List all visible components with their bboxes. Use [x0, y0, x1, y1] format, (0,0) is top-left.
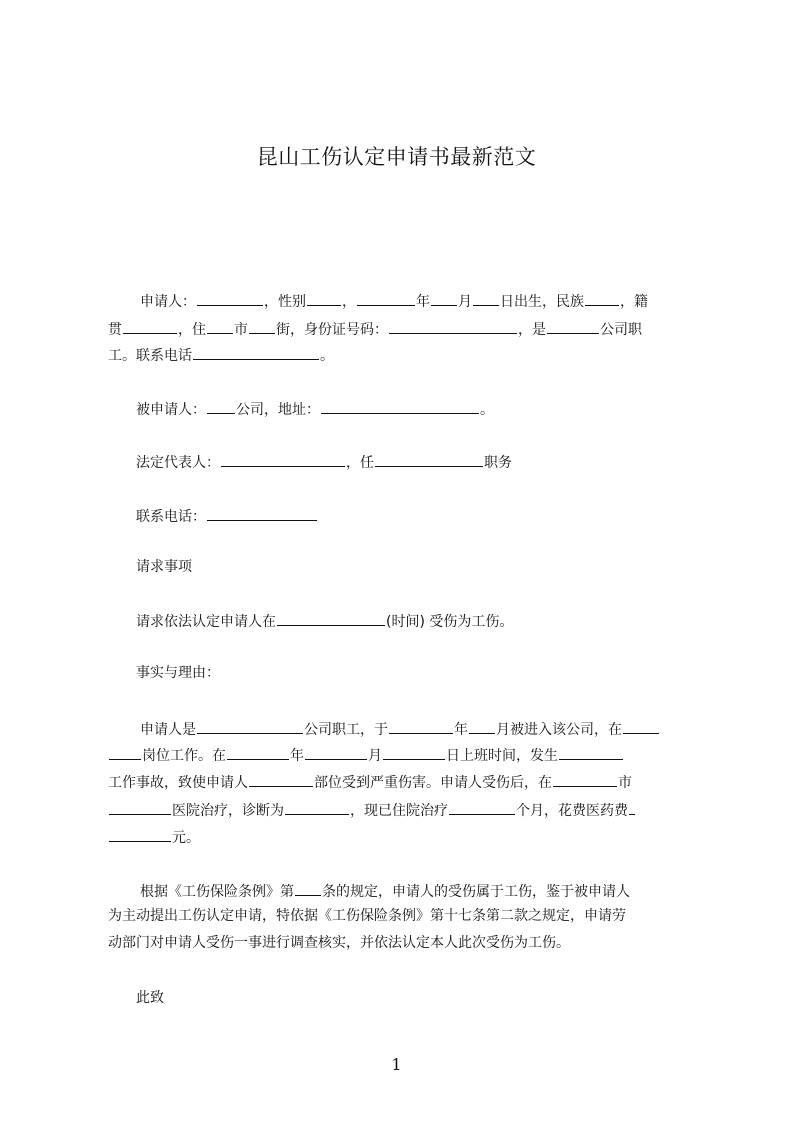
text: ，性别 — [264, 294, 306, 310]
request-heading: 请求事项 — [136, 559, 192, 575]
blank-id-number[interactable] — [389, 318, 517, 334]
basis-line-1 — [140, 880, 630, 902]
text: 市 — [234, 322, 248, 338]
text: 年 — [416, 294, 430, 310]
blank-contact-phone[interactable] — [207, 505, 317, 521]
blank-cost-b[interactable] — [109, 826, 171, 842]
text: 申请人是 — [140, 722, 196, 738]
text: ，籍 — [620, 294, 648, 310]
text: 贯 — [108, 322, 122, 338]
text: 法定代表人： — [136, 455, 220, 471]
document-title: 昆山工伤认定申请书最新范文 — [256, 145, 537, 169]
text: 个月，花费医药费 — [516, 803, 628, 819]
text: 工作事故，致使申请人 — [108, 775, 248, 791]
blank-time[interactable] — [277, 610, 385, 626]
text: 申请人： — [140, 294, 196, 310]
text: 公司职工，于 — [304, 722, 388, 738]
text: (时间) 受伤为工伤。 — [386, 614, 514, 630]
blank-hire-month[interactable] — [469, 718, 495, 734]
applicant-line-1 — [140, 290, 648, 312]
blank-body-part[interactable] — [249, 771, 313, 787]
blank-article[interactable] — [295, 880, 321, 896]
text: 部位受到严重伤害。申请人受伤后，在 — [314, 775, 552, 791]
text: 公司，地址： — [236, 402, 320, 418]
blank-hospital[interactable] — [109, 799, 171, 815]
text: 月 — [368, 748, 382, 764]
text: 。 — [480, 402, 494, 418]
basis-line-2: 为主动提出工伤认定申请，特依据《工伤保险条例》第十七条第二款之规定，申请劳 — [108, 908, 626, 924]
text: 月被进入该公司，在 — [496, 722, 622, 738]
text: 被申请人： — [136, 402, 206, 418]
blank-company[interactable] — [547, 318, 599, 334]
text: 年 — [454, 722, 468, 738]
blank-ethnicity[interactable] — [585, 290, 619, 306]
blank-city[interactable] — [207, 318, 233, 334]
blank-legal-rep[interactable] — [221, 451, 345, 467]
blank-diagnosis[interactable] — [285, 799, 349, 815]
blank-incident-year[interactable] — [227, 744, 289, 760]
blank-months[interactable] — [449, 799, 515, 815]
page-number: 1 — [391, 1055, 402, 1074]
text: 工。联系电话 — [108, 348, 192, 364]
facts-line-2 — [108, 744, 624, 766]
text: 街，身份证号码： — [276, 322, 388, 338]
basis-line-3: 动部门对申请人受伤一事进行调查核实，并依法认定本人此次受伤为工伤。 — [108, 935, 570, 951]
text: 公司职 — [600, 322, 642, 338]
blank-address[interactable] — [321, 398, 479, 414]
contact-line — [136, 505, 318, 527]
applicant-line-2 — [108, 318, 642, 340]
text: ， — [342, 294, 356, 310]
blank-position[interactable] — [375, 451, 483, 467]
text: 市 — [618, 775, 632, 791]
text: 日出生，民族 — [500, 294, 584, 310]
text: ，是 — [518, 322, 546, 338]
blank-incident-day[interactable] — [383, 744, 445, 760]
text: 请求依法认定申请人在 — [136, 614, 276, 630]
applicant-line-3 — [108, 344, 334, 366]
blank-gender[interactable] — [307, 290, 341, 306]
text: 。 — [320, 348, 334, 364]
blank-post-a[interactable] — [623, 718, 659, 734]
text: 条的规定，申请人的受伤属于工伤，鉴于被申请人 — [322, 884, 630, 900]
blank-year[interactable] — [357, 290, 415, 306]
text: 年 — [290, 748, 304, 764]
blank-incident[interactable] — [559, 744, 623, 760]
text: 元。 — [172, 830, 200, 846]
text: ，现已住院治疗 — [350, 803, 448, 819]
blank-hire-year[interactable] — [389, 718, 453, 734]
blank-phone[interactable] — [193, 344, 319, 360]
facts-line-5 — [108, 826, 200, 848]
text: ，住 — [178, 322, 206, 338]
text: 根据《工伤保险条例》第 — [140, 884, 294, 900]
text: 月 — [458, 294, 472, 310]
text: 医院治疗，诊断为 — [172, 803, 284, 819]
respondent-line — [136, 398, 494, 420]
blank-incident-month[interactable] — [305, 744, 367, 760]
blank-native-place[interactable] — [123, 318, 177, 334]
request-line — [136, 610, 513, 632]
blank-street[interactable] — [249, 318, 275, 334]
blank-hospital-city[interactable] — [553, 771, 617, 787]
text: 职务 — [484, 455, 512, 471]
closing-text: 此致 — [136, 990, 164, 1006]
facts-line-4 — [108, 799, 636, 821]
text: 联系电话： — [136, 509, 206, 525]
text: ，任 — [346, 455, 374, 471]
blank-day[interactable] — [473, 290, 499, 306]
text: 岗位工作。在 — [142, 748, 226, 764]
text: 日上班时间，发生 — [446, 748, 558, 764]
blank-employer[interactable] — [197, 718, 303, 734]
facts-heading: 事实与理由： — [136, 665, 220, 681]
blank-month[interactable] — [431, 290, 457, 306]
facts-line-3 — [108, 771, 632, 793]
facts-line-1 — [140, 718, 660, 740]
blank-cost-a[interactable] — [629, 799, 635, 815]
legal-rep-line — [136, 451, 512, 473]
blank-post-b[interactable] — [109, 744, 141, 760]
blank-respondent-company[interactable] — [207, 398, 235, 414]
blank-name[interactable] — [197, 290, 263, 306]
